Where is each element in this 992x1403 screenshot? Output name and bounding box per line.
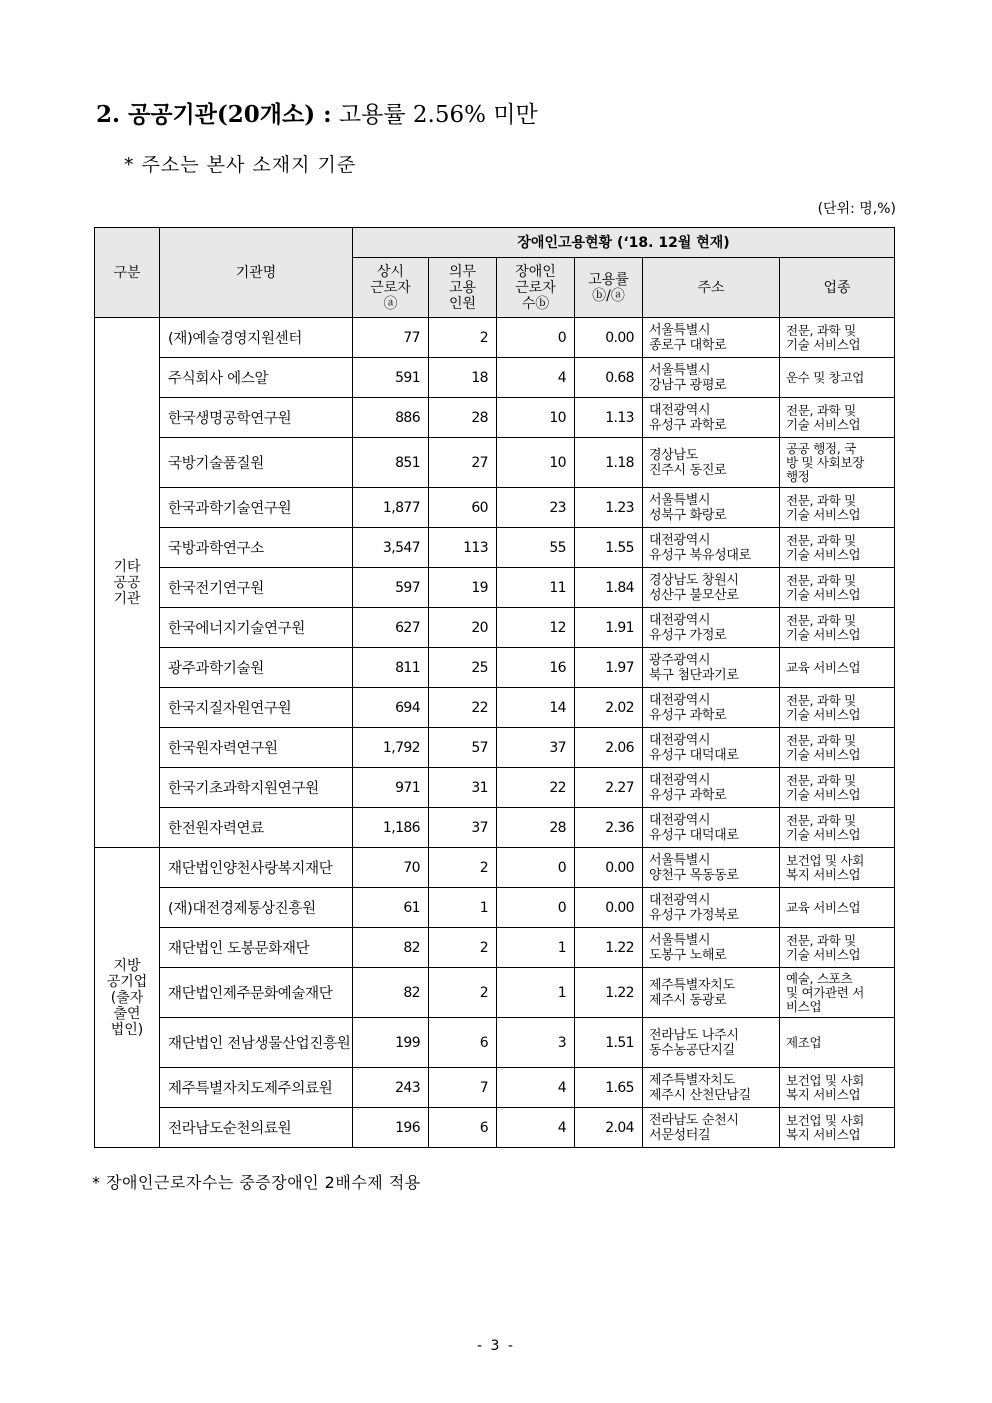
industry-cell: 교육 서비스업 <box>780 888 895 928</box>
name-cell: 국방과학연구소 <box>160 528 353 568</box>
section-title-criterion: 고용률 2.56% 미만 <box>338 102 538 128</box>
address-cell: 광주광역시 북구 첨단과기로 <box>643 648 780 688</box>
name-cell: 재단법인양천사랑복지재단 <box>160 848 353 888</box>
name-cell: 한국과학기술연구원 <box>160 488 353 528</box>
industry-cell: 보건업 및 사회 복지 서비스업 <box>780 1108 895 1148</box>
address-cell: 대전광역시 유성구 북유성대로 <box>643 528 780 568</box>
rate-cell: 1.23 <box>575 488 643 528</box>
address-cell: 경상남도 창원시 성산구 불모산로 <box>643 568 780 608</box>
disabled-cell: 55 <box>497 528 575 568</box>
regular-cell: 851 <box>353 438 429 488</box>
required-cell: 19 <box>429 568 497 608</box>
industry-cell: 전문, 과학 및 기술 서비스업 <box>780 528 895 568</box>
required-cell: 57 <box>429 728 497 768</box>
table-row <box>95 848 895 888</box>
address-cell: 전라남도 순천시 서문성터길 <box>643 1108 780 1148</box>
rate-cell: 1.55 <box>575 528 643 568</box>
name-cell: (재)대전경제통상진흥원 <box>160 888 353 928</box>
regular-cell: 61 <box>353 888 429 928</box>
address-cell: 서울특별시 강남구 광평로 <box>643 358 780 398</box>
regular-cell: 886 <box>353 398 429 438</box>
header-address: 주소 <box>643 258 780 318</box>
rate-cell: 2.27 <box>575 768 643 808</box>
name-cell: 한국생명공학연구원 <box>160 398 353 438</box>
regular-cell: 196 <box>353 1108 429 1148</box>
address-cell: 서울특별시 도봉구 노해로 <box>643 928 780 968</box>
regular-cell: 3,547 <box>353 528 429 568</box>
rate-cell: 1.51 <box>575 1018 643 1068</box>
name-cell: 한전원자력연료 <box>160 808 353 848</box>
rate-cell: 1.22 <box>575 928 643 968</box>
regular-cell: 1,792 <box>353 728 429 768</box>
disabled-cell: 14 <box>497 688 575 728</box>
name-cell: 국방기술품질원 <box>160 438 353 488</box>
disabled-cell: 0 <box>497 888 575 928</box>
disabled-cell: 0 <box>497 848 575 888</box>
table-row <box>95 488 895 528</box>
section-title <box>96 96 538 129</box>
name-cell: 재단법인 도봉문화재단 <box>160 928 353 968</box>
category-cell: 지방 공기업 (출자 출연 법인) <box>95 848 160 1148</box>
industry-cell: 전문, 과학 및 기술 서비스업 <box>780 688 895 728</box>
disabled-cell: 23 <box>497 488 575 528</box>
address-cell: 제주특별자치도 제주시 동광로 <box>643 968 780 1018</box>
name-cell: 재단법인제주문화예술재단 <box>160 968 353 1018</box>
table-row <box>95 688 895 728</box>
regular-cell: 1,186 <box>353 808 429 848</box>
industry-cell: 공공 행정, 국 방 및 사회보장 행정 <box>780 438 895 488</box>
industry-cell: 전문, 과학 및 기술 서비스업 <box>780 488 895 528</box>
required-cell: 6 <box>429 1018 497 1068</box>
regular-cell: 971 <box>353 768 429 808</box>
name-cell: 한국에너지기술연구원 <box>160 608 353 648</box>
rate-cell: 1.18 <box>575 438 643 488</box>
required-cell: 37 <box>429 808 497 848</box>
industry-cell: 교육 서비스업 <box>780 648 895 688</box>
disabled-cell: 12 <box>497 608 575 648</box>
disabled-cell: 4 <box>497 1068 575 1108</box>
address-cell: 대전광역시 유성구 가정북로 <box>643 888 780 928</box>
name-cell: 한국원자력연구원 <box>160 728 353 768</box>
name-cell: 한국지질자원연구원 <box>160 688 353 728</box>
header-rate: 고용률 ⓑ/ⓐ <box>575 258 643 318</box>
required-cell: 2 <box>429 848 497 888</box>
disabled-cell: 3 <box>497 1018 575 1068</box>
rate-cell: 1.91 <box>575 608 643 648</box>
required-cell: 31 <box>429 768 497 808</box>
table-row <box>95 358 895 398</box>
required-cell: 18 <box>429 358 497 398</box>
required-cell: 7 <box>429 1068 497 1108</box>
header-industry: 업종 <box>780 258 895 318</box>
header-group: 장애인고용현황 (‘18. 12월 현재) <box>353 228 895 258</box>
employment-table <box>94 227 895 1148</box>
required-cell: 2 <box>429 318 497 358</box>
address-cell: 서울특별시 종로구 대학로 <box>643 318 780 358</box>
disabled-cell: 4 <box>497 1108 575 1148</box>
header-regular: 상시 근로자 ⓐ <box>353 258 429 318</box>
required-cell: 1 <box>429 888 497 928</box>
industry-cell: 보건업 및 사회 복지 서비스업 <box>780 1068 895 1108</box>
address-cell: 대전광역시 유성구 대덕대로 <box>643 728 780 768</box>
industry-cell: 전문, 과학 및 기술 서비스업 <box>780 808 895 848</box>
name-cell: 광주과학기술원 <box>160 648 353 688</box>
required-cell: 25 <box>429 648 497 688</box>
header-disabled: 장애인 근로자 수ⓑ <box>497 258 575 318</box>
table-row <box>95 528 895 568</box>
industry-cell: 전문, 과학 및 기술 서비스업 <box>780 318 895 358</box>
required-cell: 113 <box>429 528 497 568</box>
disabled-cell: 22 <box>497 768 575 808</box>
header-required: 의무 고용 인원 <box>429 258 497 318</box>
required-cell: 60 <box>429 488 497 528</box>
industry-cell: 전문, 과학 및 기술 서비스업 <box>780 398 895 438</box>
table-row <box>95 728 895 768</box>
page-number: - 3 - <box>477 1338 515 1354</box>
regular-cell: 199 <box>353 1018 429 1068</box>
industry-cell: 제조업 <box>780 1018 895 1068</box>
table-row <box>95 928 895 968</box>
rate-cell: 1.65 <box>575 1068 643 1108</box>
regular-cell: 77 <box>353 318 429 358</box>
unit-label: (단위: 명,%) <box>817 201 896 217</box>
address-cell: 대전광역시 유성구 대덕대로 <box>643 808 780 848</box>
rate-cell: 1.97 <box>575 648 643 688</box>
rate-cell: 1.22 <box>575 968 643 1018</box>
rate-cell: 0.00 <box>575 318 643 358</box>
section-title-heading: 2. 공공기관(20개소) : <box>96 101 332 128</box>
address-cell: 대전광역시 유성구 과학로 <box>643 768 780 808</box>
regular-cell: 694 <box>353 688 429 728</box>
required-cell: 2 <box>429 928 497 968</box>
regular-cell: 243 <box>353 1068 429 1108</box>
disabled-cell: 37 <box>497 728 575 768</box>
table-body <box>95 318 895 1148</box>
address-cell: 서울특별시 성북구 화랑로 <box>643 488 780 528</box>
table-row <box>95 1068 895 1108</box>
industry-cell: 운수 및 창고업 <box>780 358 895 398</box>
table-row <box>95 768 895 808</box>
required-cell: 20 <box>429 608 497 648</box>
required-cell: 27 <box>429 438 497 488</box>
rate-cell: 1.13 <box>575 398 643 438</box>
address-note: * 주소는 본사 소재지 기준 <box>124 154 357 176</box>
industry-cell: 전문, 과학 및 기술 서비스업 <box>780 568 895 608</box>
industry-cell: 전문, 과학 및 기술 서비스업 <box>780 728 895 768</box>
table-row <box>95 398 895 438</box>
regular-cell: 597 <box>353 568 429 608</box>
table-row <box>95 1018 895 1068</box>
industry-cell: 전문, 과학 및 기술 서비스업 <box>780 768 895 808</box>
regular-cell: 82 <box>353 968 429 1018</box>
disabled-cell: 1 <box>497 968 575 1018</box>
bottom-note: * 장애인근로자수는 중증장애인 2배수제 적용 <box>92 1173 421 1192</box>
table-row <box>95 808 895 848</box>
disabled-cell: 1 <box>497 928 575 968</box>
regular-cell: 811 <box>353 648 429 688</box>
regular-cell: 70 <box>353 848 429 888</box>
name-cell: 한국기초과학지원연구원 <box>160 768 353 808</box>
disabled-cell: 16 <box>497 648 575 688</box>
table-row <box>95 1108 895 1148</box>
rate-cell: 0.00 <box>575 848 643 888</box>
name-cell: 제주특별자치도제주의료원 <box>160 1068 353 1108</box>
address-cell: 서울특별시 양천구 목동동로 <box>643 848 780 888</box>
regular-cell: 591 <box>353 358 429 398</box>
address-cell: 대전광역시 유성구 가정로 <box>643 608 780 648</box>
regular-cell: 627 <box>353 608 429 648</box>
rate-cell: 2.04 <box>575 1108 643 1148</box>
rate-cell: 2.06 <box>575 728 643 768</box>
rate-cell: 0.00 <box>575 888 643 928</box>
rate-cell: 2.36 <box>575 808 643 848</box>
industry-cell: 예술, 스포츠 및 여가관련 서 비스업 <box>780 968 895 1018</box>
rate-cell: 1.84 <box>575 568 643 608</box>
table-row <box>95 318 895 358</box>
name-cell: 한국전기연구원 <box>160 568 353 608</box>
address-cell: 경상남도 진주시 동진로 <box>643 438 780 488</box>
required-cell: 22 <box>429 688 497 728</box>
required-cell: 28 <box>429 398 497 438</box>
address-cell: 전라남도 나주시 동수농공단지길 <box>643 1018 780 1068</box>
table-row <box>95 888 895 928</box>
address-cell: 대전광역시 유성구 과학로 <box>643 398 780 438</box>
table-row <box>95 568 895 608</box>
regular-cell: 82 <box>353 928 429 968</box>
address-cell: 제주특별자치도 제주시 산천단남길 <box>643 1068 780 1108</box>
industry-cell: 전문, 과학 및 기술 서비스업 <box>780 928 895 968</box>
name-cell: 주식회사 에스알 <box>160 358 353 398</box>
disabled-cell: 4 <box>497 358 575 398</box>
rate-cell: 0.68 <box>575 358 643 398</box>
name-cell: 전라남도순천의료원 <box>160 1108 353 1148</box>
industry-cell: 보건업 및 사회 복지 서비스업 <box>780 848 895 888</box>
name-cell: 재단법인 전남생물산업진흥원 <box>160 1018 353 1068</box>
required-cell: 2 <box>429 968 497 1018</box>
table-row <box>95 438 895 488</box>
rate-cell: 2.02 <box>575 688 643 728</box>
disabled-cell: 10 <box>497 438 575 488</box>
disabled-cell: 11 <box>497 568 575 608</box>
header-category: 구분 <box>95 228 160 318</box>
disabled-cell: 28 <box>497 808 575 848</box>
header-name: 기관명 <box>160 228 353 318</box>
table-row <box>95 968 895 1018</box>
name-cell: (재)예술경영지원센터 <box>160 318 353 358</box>
address-cell: 대전광역시 유성구 과학로 <box>643 688 780 728</box>
category-cell: 기타 공공 기관 <box>95 318 160 848</box>
table-row <box>95 608 895 648</box>
regular-cell: 1,877 <box>353 488 429 528</box>
table-row <box>95 648 895 688</box>
disabled-cell: 10 <box>497 398 575 438</box>
industry-cell: 전문, 과학 및 기술 서비스업 <box>780 608 895 648</box>
required-cell: 6 <box>429 1108 497 1148</box>
disabled-cell: 0 <box>497 318 575 358</box>
